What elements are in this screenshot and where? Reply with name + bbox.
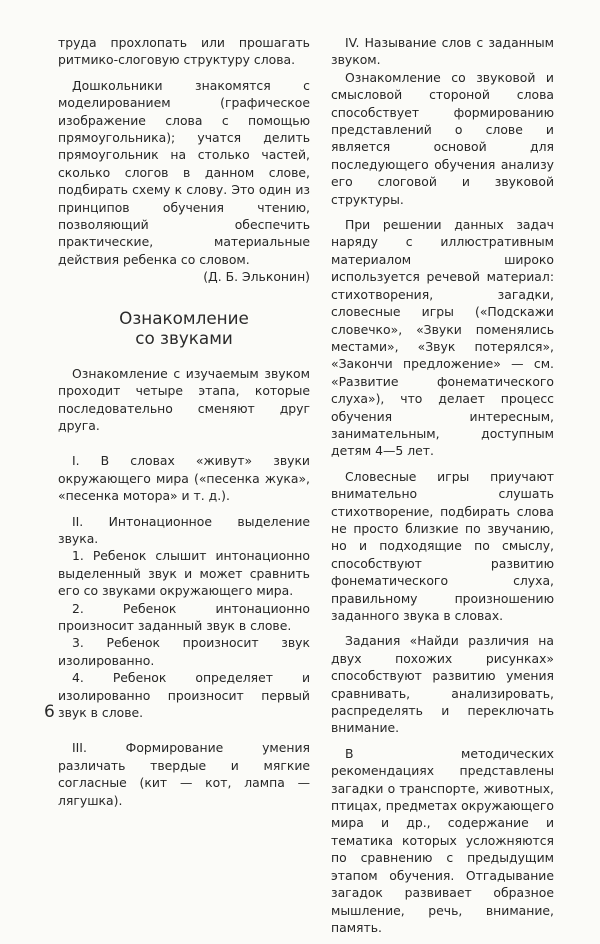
right-paragraph-4: Задания «Найди различия на двух похожих рисунках» способствуют развитию умения сравнивать, анализировать, распределять и переключать внимание.: [331, 633, 554, 736]
right-column: [331, 34, 554, 944]
right-paragraph-1: Ознакомление со звуковой и смысловой стороной слова способствует формированию представлений о слове и является основой для последующего обучения анализу его слоговой и звуковой структуры.: [331, 69, 554, 207]
right-paragraph-2: При решении данных задач наряду с иллюстративным материалом широко используется речевой материал: стихотворения, загадки, словесные игры («Подскажи словечко», «Звуки поменялись местами», «Звук потерялся», «Закончи предложение» — см. «Развитие фонематического слуха»), что делает процесс обучения интересным, занимательным, доступным детям 4—5 лет.: [331, 217, 554, 459]
left-paragraph-1: труда прохлопать или прошагать ритмико-слоговую структуру слова.: [58, 35, 310, 68]
stage-2-item-1: 1. Ребенок слышит интонационно выделенный звук и может сравнить его со звуками окружающего мира.: [58, 548, 310, 599]
stage-2-title: II. Интонационное выделение звука.: [58, 513, 310, 546]
heading-line-1: Ознакомление: [119, 307, 249, 328]
stage-4: IV. Называние слов с заданным звуком.: [331, 35, 554, 68]
page-number: 6: [44, 702, 55, 722]
stage-2-item-3: 3. Ребенок произносит звук изолированно.: [58, 635, 310, 668]
quote-author: (Д. Б. Эльконин): [203, 269, 310, 285]
left-paragraph-3: Ознакомление с изучаемым звуком проходит четыре этапа, которые последовательно сменяют друг друга.: [58, 365, 310, 433]
right-paragraph-5: В методических рекомендациях представлены загадки о транспорте, животных, птицах, предметах окружающего мира и др., содержание и тематика которых усложняются по сравнению с предыдущим этапом обучения. Отгадывание загадок развивает образное мышление, речь, внимание, память.: [331, 745, 554, 935]
section-heading: [58, 308, 310, 348]
right-paragraph-3: Словесные игры приучают внимательно слушать стихотворение, подбирать слова не просто близкие по звучанию, но и подходящие по смыслу, способствуют развитию фонематического слуха, правильному произношению заданного звука в словах.: [331, 468, 554, 623]
stage-2-item-4: 4. Ребенок определяет и изолированно произносит первый звук в слове.: [58, 670, 310, 720]
stage-1: I. В словах «живут» звуки окружающего мира («песенка жука», «песенка мотора» и т. д.).: [58, 453, 310, 504]
stage-3: III. Формирование умения различать твердые и мягкие согласные (кит — кот, лампа — лягушка).: [58, 740, 310, 808]
left-column: [58, 34, 310, 817]
left-paragraph-2: Дошкольники знакомятся с моделированием (графическое изображение слова с помощью прямоугольника); учатся делить прямоугольник на столько частей, сколько слогов в данном слове, подбирать схему к слову. Это один из принципов обучения чтению, позволяющий обеспечить практические, материальные действия ребенка со словом.: [58, 77, 310, 267]
stage-2-item-2: 2. Ребенок интонационно произносит заданный звук в слове.: [58, 600, 310, 633]
heading-line-2: со звуками: [135, 327, 233, 348]
